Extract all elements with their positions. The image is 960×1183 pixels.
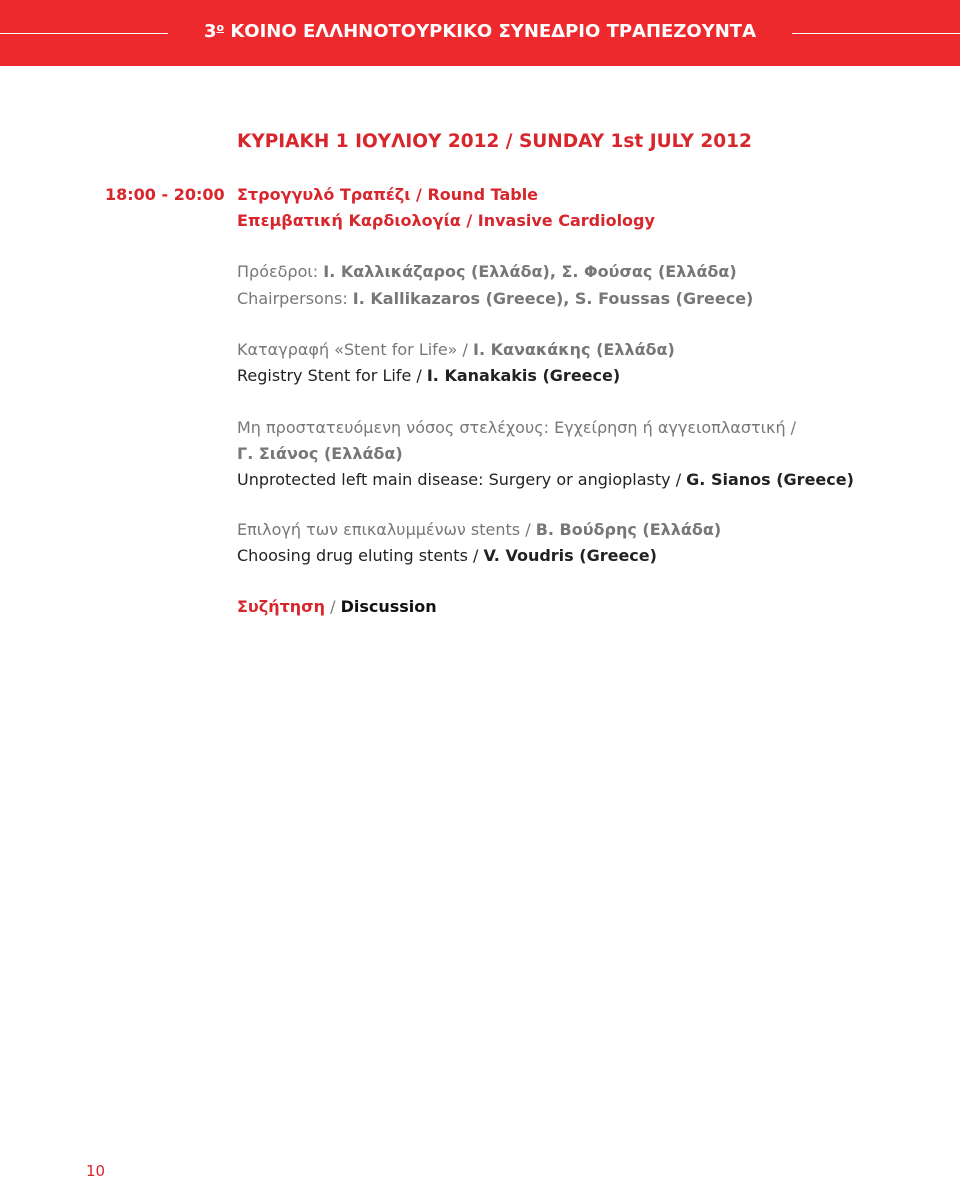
chairs-greek-names: Ι. Καλλικάζαρος (Ελλάδα), Σ. Φούσας (Ελλάδα) bbox=[323, 262, 737, 281]
talk-1-greek bbox=[237, 340, 675, 359]
page-number: 10 bbox=[86, 1162, 106, 1180]
header-title-text: ΚΟΙΝΟ ΕΛΛΗΝΟΤΟΥΡΚΙΚΟ ΣΥΝΕΔΡΙΟ ΤΡΑΠΕΖΟΥΝΤΑ bbox=[230, 21, 756, 42]
talk-3-english-title: Choosing drug eluting stents / bbox=[237, 546, 484, 565]
chairs-greek-label: Πρόεδροι: bbox=[237, 262, 324, 281]
header-ordinal-suffix: ο bbox=[216, 21, 225, 34]
talk-2-greek-speaker: Γ. Σιάνος (Ελλάδα) bbox=[237, 444, 403, 463]
talk-2-english-speaker: G. Sianos (Greece) bbox=[686, 470, 854, 489]
header-banner bbox=[0, 0, 960, 66]
talk-1-english-title: Registry Stent for Life / bbox=[237, 366, 427, 385]
talk-3-greek bbox=[237, 520, 721, 539]
talk-2-greek bbox=[237, 418, 796, 437]
session-time: 18:00 - 20:00 bbox=[105, 185, 225, 204]
session-title-line1: Στρογγυλό Τραπέζι / Round Table bbox=[237, 185, 539, 204]
discussion-english: Discussion bbox=[340, 597, 437, 616]
date-heading: ΚΥΡΙΑΚΗ 1 ΙΟΥΛΙΟΥ 2012 / SUNDAY 1st JULY 2012 bbox=[237, 131, 752, 152]
talk-3-greek-speaker: Β. Βούδρης (Ελλάδα) bbox=[535, 520, 722, 539]
talk-3-english-speaker: V. Voudris (Greece) bbox=[483, 546, 657, 565]
session-title-line2: Επεμβατική Καρδιολογία / Invasive Cardiology bbox=[237, 211, 655, 230]
talk-2-greek-speaker-line bbox=[237, 444, 403, 463]
talk-1-english-speaker: I. Kanakakis (Greece) bbox=[426, 366, 621, 385]
header-rule-right bbox=[792, 33, 960, 34]
talk-3-english bbox=[237, 546, 657, 565]
chairs-english bbox=[237, 289, 753, 308]
discussion bbox=[237, 597, 437, 616]
chairs-english-label: Chairpersons: bbox=[237, 289, 353, 308]
chairs-english-names: I. Kallikazaros (Greece), S. Foussas (Greece) bbox=[352, 289, 754, 308]
talk-2-english bbox=[237, 470, 854, 489]
talk-2-english-title: Unprotected left main disease: Surgery or angioplasty / bbox=[237, 470, 687, 489]
talk-2-greek-title: Μη προστατευόμενη νόσος στελέχους: Εγχείρηση ή αγγειοπλαστική / bbox=[237, 418, 797, 437]
header-title bbox=[180, 21, 780, 42]
talk-3-greek-title: Επιλογή των επικαλυμμένων stents / bbox=[237, 520, 536, 539]
header-ordinal-number: 3 bbox=[203, 21, 217, 42]
discussion-greek: Συζήτηση bbox=[237, 597, 326, 616]
chairs-greek bbox=[237, 262, 737, 281]
discussion-separator: / bbox=[325, 597, 341, 616]
talk-1-english bbox=[237, 366, 620, 385]
header-rule-left bbox=[0, 33, 168, 34]
talk-1-greek-speaker: Ι. Κανακάκης (Ελλάδα) bbox=[473, 340, 675, 359]
talk-1-greek-title: Καταγραφή «Stent for Life» / bbox=[237, 340, 474, 359]
